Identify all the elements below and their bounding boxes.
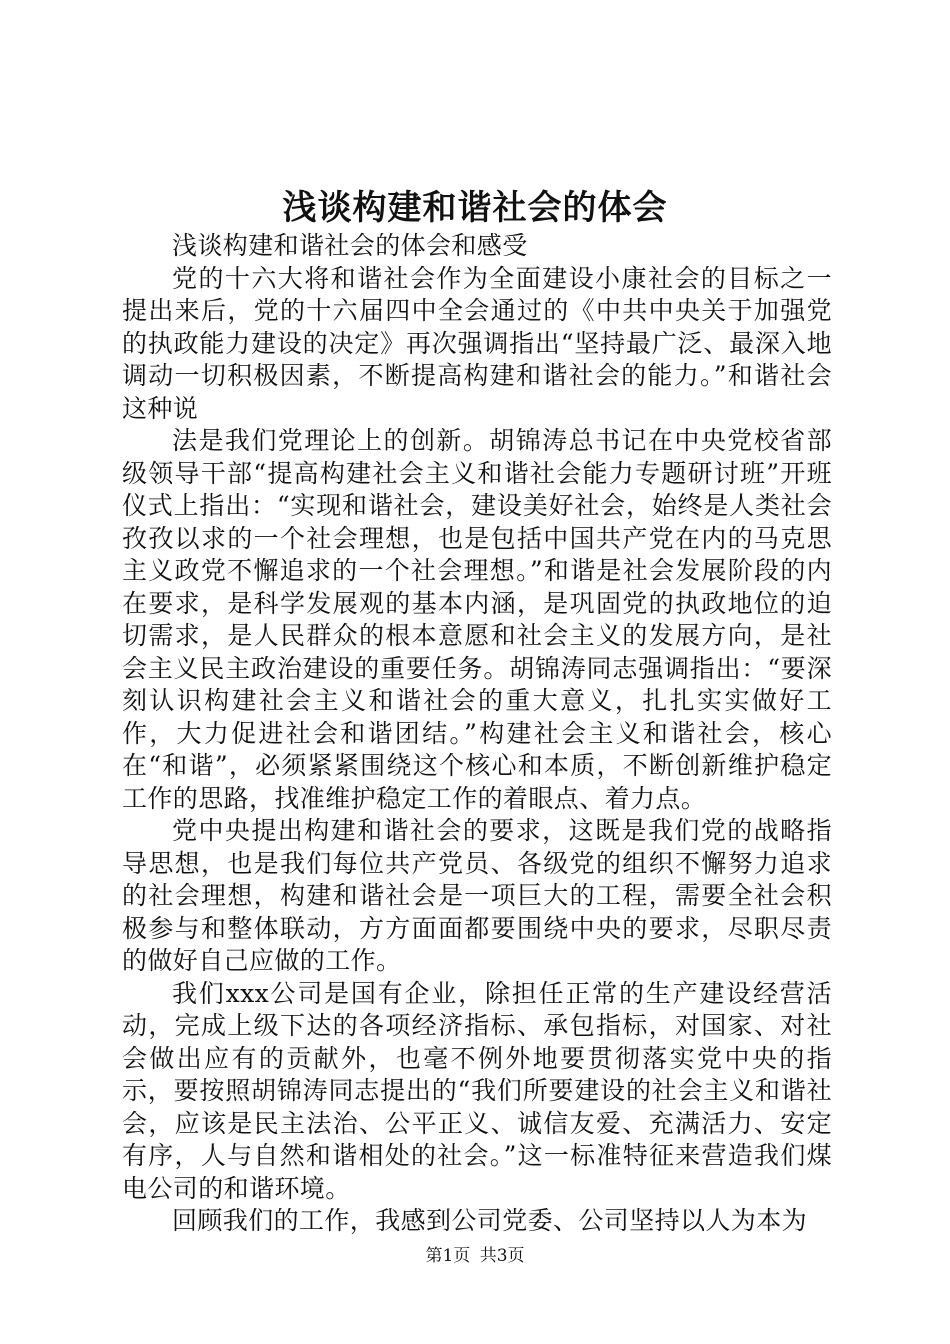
page-total: 共3页 [479,1246,525,1266]
body-paragraph: 党中央提出构建和谐社会的要求，这既是我们党的战略指导思想，也是我们每位共产党员、各级党的组织不懈努力追求的社会理想，构建和谐社会是一项巨大的工程，需要全社会积极参与和整体联动，方方面面都要围绕中央的要求，尽职尽责的做好自己应做的工作。 [122,816,832,975]
page-footer [0,1244,950,1268]
document-body [122,230,832,1238]
subtitle-paragraph: 浅谈构建和谐社会的体会和感受 [172,231,528,260]
body-paragraph: 我们xxx公司是国有企业，除担任正常的生产建设经营活动，完成上级下达的各项经济指标、承包指标，对国家、对社会做出应有的贡献外，也毫不例外地要贯彻落实党中央的指示，要按照胡锦涛同志提出的“我们所要建设的社会主义和谐社会，应该是民主法治、公平正义、诚信友爱、充满活力、安定有序，人与自然和谐相处的社会。”这一标准特征来营造我们煤电公司的和谐环境。 [122,978,832,1203]
body-paragraph: 回顾我们的工作，我感到公司党委、公司坚持以人为本为 [172,1206,808,1235]
document-title: 浅谈构建和谐社会的体会 [282,188,668,228]
page-number: 第1页 [425,1246,471,1266]
body-paragraph: 法是我们党理论上的创新。胡锦涛总书记在中央党校省部级领导干部“提高构建社会主义和谐社会能力专题研讨班”开班仪式上指出：“实现和谐社会，建设美好社会，始终是人类社会孜孜以求的一个社会理想，也是包括中国共产党在内的马克思主义政党不懈追求的一个社会理想。”和谐是社会发展阶段的内在要求，是科学发展观的基本内涵，是巩固党的执政地位的迫切需求，是人民群众的根本意愿和社会主义的发展方向，是社会主义民主政治建设的重要任务。胡锦涛同志强调指出：“要深刻认识构建社会主义和谐社会的重大意义，扎扎实实做好工作，大力促进社会和谐团结。”构建社会主义和谐社会，核心在“和谐”，必须紧紧围绕这个核心和本质，不断创新维护稳定工作的思路，找准维护稳定工作的着眼点、着力点。 [122,426,832,813]
body-paragraph: 党的十六大将和谐社会作为全面建设小康社会的目标之一提出来后，党的十六届四中全会通过的《中共中央关于加强党的执政能力建设的决定》再次强调指出“坚持最广泛、最深入地调动一切积极因素，不断提高构建和谐社会的能力。”和谐社会这种说 [122,263,832,423]
